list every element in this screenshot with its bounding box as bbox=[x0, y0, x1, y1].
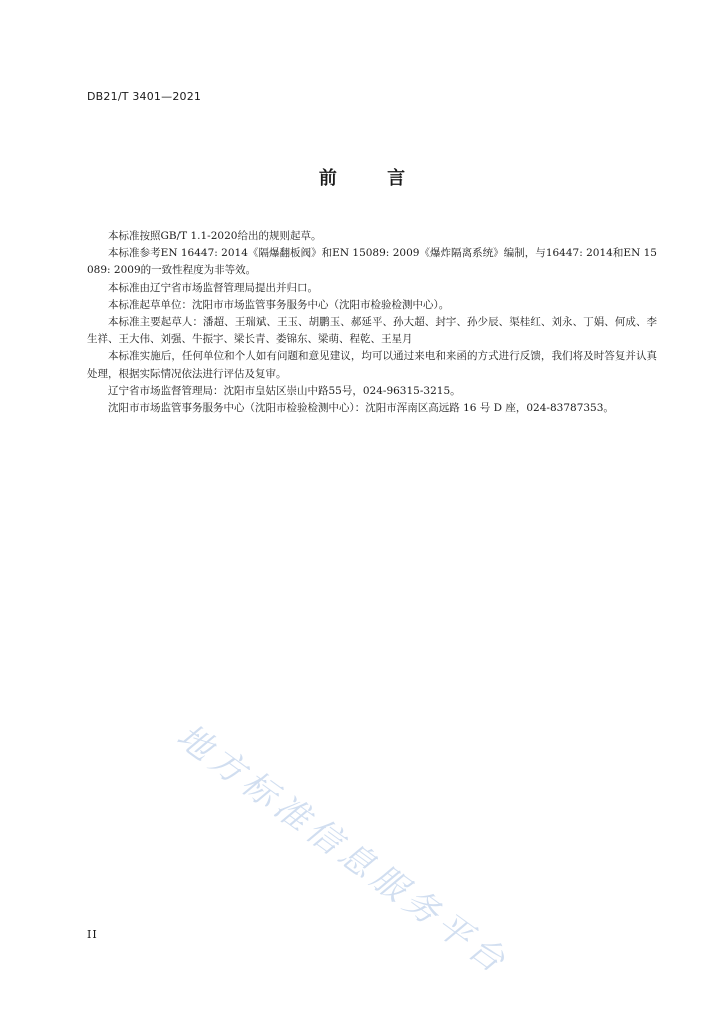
paragraph-drafting-rules: 本标准按照GB/T 1.1-2020给出的规则起草。 bbox=[108, 230, 322, 242]
paragraph-contact-center: 沈阳市市场监管事务服务中心（沈阳市检验检测中心）：沈阳市浑南区高远路 16 号 D 座，024-83787353。 bbox=[108, 402, 614, 415]
paragraph-drafters: 本标准主要起草人：潘超、王瑞斌、王玉、胡鹏玉、郝延平、孙大超、封宇、孙少辰、渠桂红、刘永、丁娟、何成、李生祥、王大伟、刘强、牛振宇、梁长青、娄锦东、梁萌、程乾、王星月 bbox=[87, 316, 657, 346]
page-number: II bbox=[87, 928, 98, 941]
document-code: DB21/T 3401—2021 bbox=[87, 90, 202, 103]
foreword-body bbox=[87, 228, 657, 417]
paragraph-drafting-unit: 本标准起草单位：沈阳市市场监管事务服务中心（沈阳市检验检测中心）。 bbox=[108, 298, 450, 311]
paragraph-reference-standards: 本标准参考EN 16447: 2014《隔爆翻板阀》和EN 15089: 2009《爆炸隔离系统》编制，与16447: 2014和EN 15089: 2009的一致性程度为非等效。 bbox=[87, 247, 657, 277]
page-title: 前 言 bbox=[318, 168, 428, 189]
paragraph-proposer: 本标准由辽宁省市场监督管理局提出并归口。 bbox=[108, 281, 318, 294]
paragraph-contact-bureau: 辽宁省市场监督管理局：沈阳市皇姑区崇山中路55号，024-96315-3215。 bbox=[108, 384, 461, 397]
paragraph-feedback: 本标准实施后，任何单位和个人如有问题和意见建议，均可以通过来电和来函的方式进行反馈，我们将及时答复并认真处理，根据实际情况依法进行评估及复审。 bbox=[87, 350, 657, 380]
watermark: 地方标准信息服务平台 bbox=[169, 716, 517, 984]
